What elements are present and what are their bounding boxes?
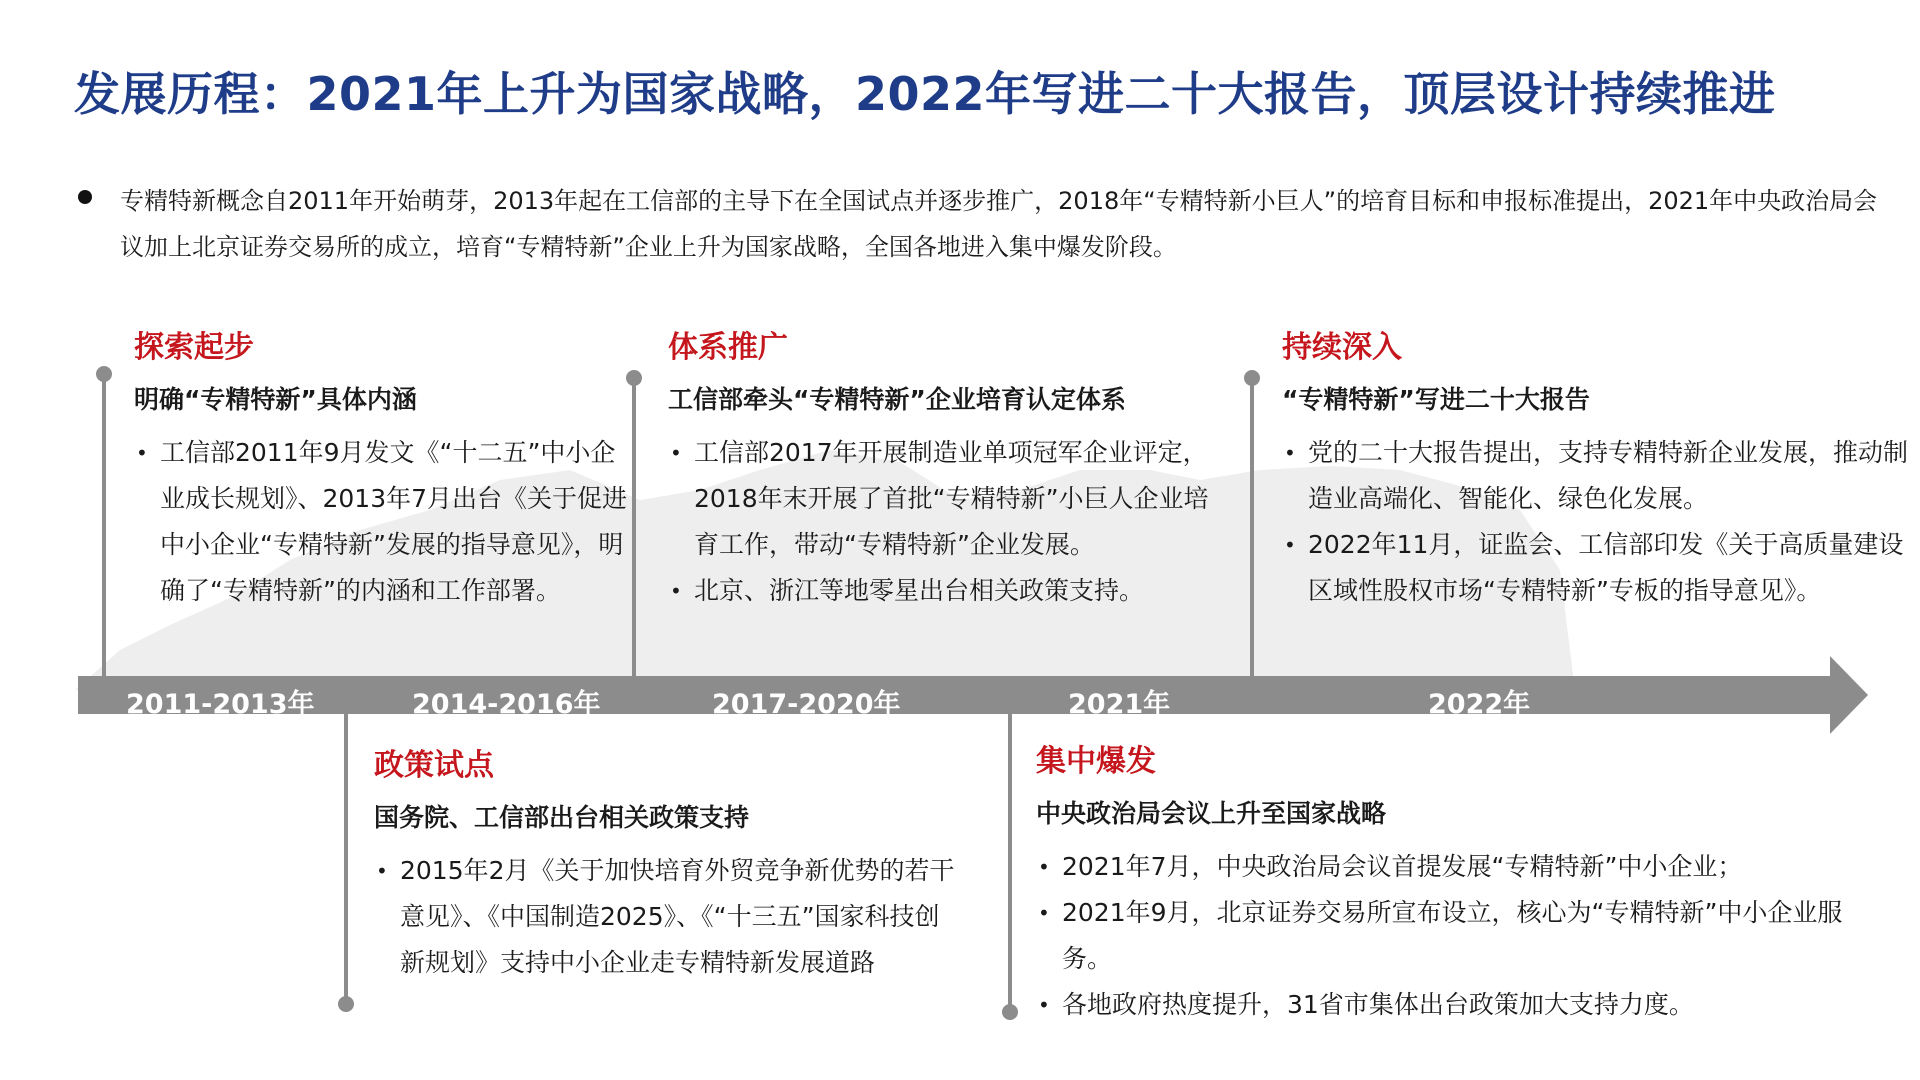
pin-dot-top-icon [626,370,642,386]
pin-dot-bottom-icon [1002,1004,1018,1020]
stage-bullets [668,430,1228,614]
stage-bullets [374,848,954,986]
stage-concentrated-outbreak [1036,736,1896,1028]
stage-bullet: • 2021年9月，北京证券交易所宣布设立，核心为“专精特新”中小企业服务。 [1036,890,1882,982]
stage-bullet: • 各地政府热度提升，31省市集体出台政策加大支持力度。 [1036,982,1882,1028]
stage-bullets [1282,430,1909,614]
year-label-2021: 2021年 [1068,689,1171,720]
pin-line-stage-1 [102,374,106,682]
stage-bullet: • 2021年7月，中央政治局会议首提发展“专精特新”中小企业； [1036,844,1882,890]
stage-policy-pilot [374,740,954,986]
pin-dot-bottom-icon [1244,684,1260,700]
stage-heading: 探索起步 [134,330,254,365]
pin-dot-bottom-icon [338,996,354,1012]
stage-bullet: • 2022年11月，证监会、工信部印发《关于高质量建设区域性股权市场“专精特新”专板的指导意见》。 [1282,522,1908,614]
stage-heading: 体系推广 [668,330,788,365]
stage-heading: 政策试点 [374,748,494,783]
stage-bullet: • 2015年2月《关于加快培育外贸竞争新优势的若干意见》、《中国制造2025》、《“十三五”国家科技创新规划》支持中小企业走专精特新发展道路 [374,848,960,986]
pin-dot-top-icon [96,366,112,382]
pin-dot-top-icon [1244,370,1260,386]
stage-bullet: • 工信部2011年9月发文《“十二五”中小企业成长规划》、2013年7月出台《关于促进中小企业“专精特新”发展的指导意见》，明确了“专精特新”的内涵和工作部署。 [134,430,630,614]
stage-explore [134,322,628,614]
pin-line-stage-3 [632,378,636,688]
pin-dot-bottom-icon [626,683,642,699]
pin-dot-bottom-icon [96,676,112,692]
pin-line-stage-4 [1008,698,1012,1010]
pin-line-stage-5 [1250,378,1254,688]
page-title: 发展历程：2021年上升为国家战略，2022年写进二十大报告，顶层设计持续推进 [74,67,1776,121]
pin-line-stage-2 [344,696,348,1002]
stage-continue-deepen [1282,322,1909,614]
stage-system-promotion [668,322,1228,614]
year-label-2014-2016: 2014-2016年 [412,689,601,720]
stage-bullet: • 北京、浙江等地零星出台相关政策支持。 [668,568,1234,614]
stage-bullets [1036,844,1896,1028]
stage-subtitle: 国务院、工信部出台相关政策支持 [374,803,750,832]
stage-subtitle: “专精特新”写进二十大报告 [1282,385,1590,414]
year-label-2017-2020: 2017-2020年 [712,689,901,720]
stage-subtitle: 明确“专精特新”具体内涵 [134,385,417,414]
stage-bullets [134,430,628,614]
stage-bullet: • 工信部2017年开展制造业单项冠军企业评定，2018年末开展了首批“专精特新”小巨人企业培育工作，带动“专精特新”企业发展。 [668,430,1214,568]
stage-subtitle: 工信部牵头“专精特新”企业培育认定体系 [668,385,1126,414]
pin-dot-top-icon [1002,690,1018,706]
stage-subtitle: 中央政治局会议上升至国家战略 [1036,799,1387,828]
pin-dot-top-icon [338,688,354,704]
intro-text: 专精特新概念自2011年开始萌芽，2013年起在工信部的主导下在全国试点并逐步推广，2018年“专精特新小巨人”的培育目标和申报标准提出，2021年中央政治局会议加上北京证券交易所的成立，培育“专精特新”企业上升为国家战略，全国各地进入集中爆发阶段。 [120,187,1878,261]
stage-bullet: • 党的二十大报告提出，支持专精特新企业发展，推动制造业高端化、智能化、绿色化发展。 [1282,430,1908,522]
stage-heading: 持续深入 [1282,330,1402,365]
year-label-2011-2013: 2011-2013年 [126,689,315,720]
year-label-2022: 2022年 [1428,689,1531,720]
stage-heading: 集中爆发 [1036,744,1156,779]
